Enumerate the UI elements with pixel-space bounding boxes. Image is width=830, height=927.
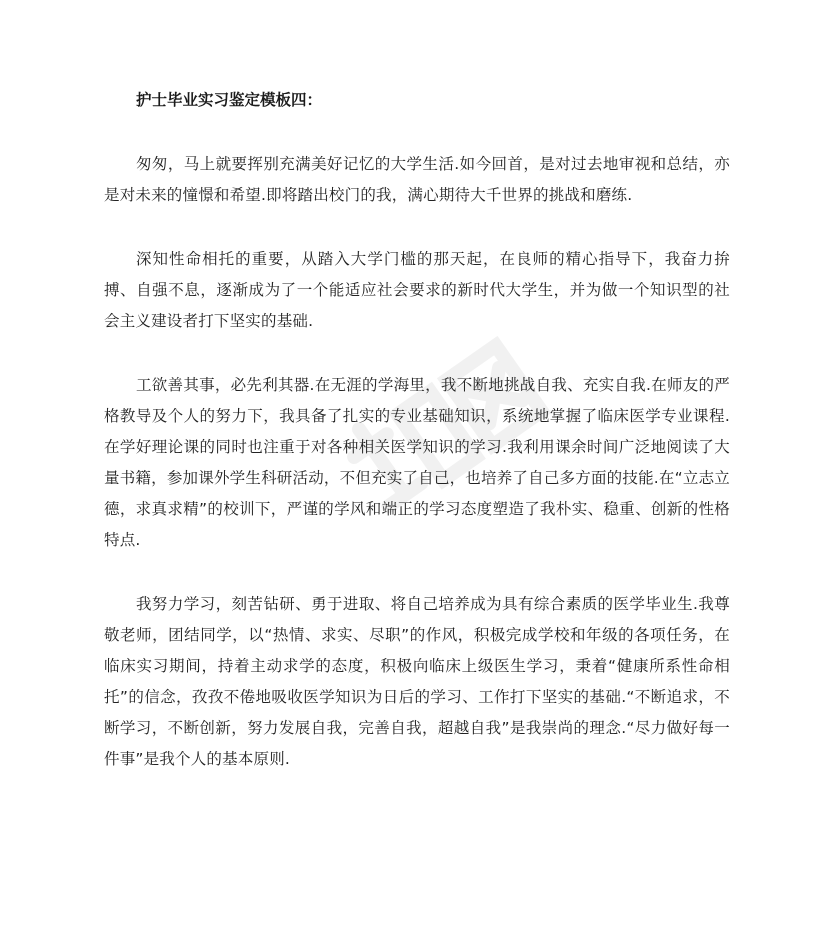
paragraph-4: 我努力学习，刻苦钻研、勇于进取、将自己培养成为具有综合素质的医学毕业生.我尊敬老师，团结同学，以“热情、求实、尽职”的作风，积极完成学校和年级的各项任务，在临床实习期间，持着主动求学的态度，积极向临床上级医生学习，秉着“健康所系性命相托”的信念，孜孜不倦地吸收医学知识为日后的学习、工作打下坚实的基础.“不断追求，不断学习，不断创新，努力发展自我，完善自我，超越自我”是我崇尚的理念.“尽力做好每一件事”是我个人的基本原则. [104,595,730,768]
paragraph-3: 工欲善其事，必先利其器.在无涯的学海里，我不断地挑战自我、充实自我.在师友的严格教导及个人的努力下，我具备了扎实的专业基础知识，系统地掌握了临床医学专业课程.在学好理论课的同时也注重于对各种相关医学知识的学习.我利用课余时间广泛地阅读了大量书籍，参加课外学生科研活动，不但充实了自己，也培养了自己多方面的技能.在“立志立德，求真求精”的校训下，严谨的学风和端正的学习态度塑造了我朴实、稳重、创新的性格特点. [104,376,730,549]
paragraph-1: 匆匆，马上就要挥别充满美好记忆的大学生活.如今回首，是对过去地审视和总结，亦是对未来的憧憬和希望.即将踏出校门的我，满心期待大千世界的挑战和磨练. [104,155,730,204]
document-title: 护士毕业实习鉴定模板四： [136,91,323,109]
document-body [104,86,730,775]
paragraph-2: 深知性命相托的重要，从踏入大学门槛的那天起，在良师的精心指导下，我奋力拚搏、自强不息，逐渐成为了一个能适应社会要求的新时代大学生，并为做一个知识型的社会主义建设者打下坚实的基础. [104,250,730,330]
